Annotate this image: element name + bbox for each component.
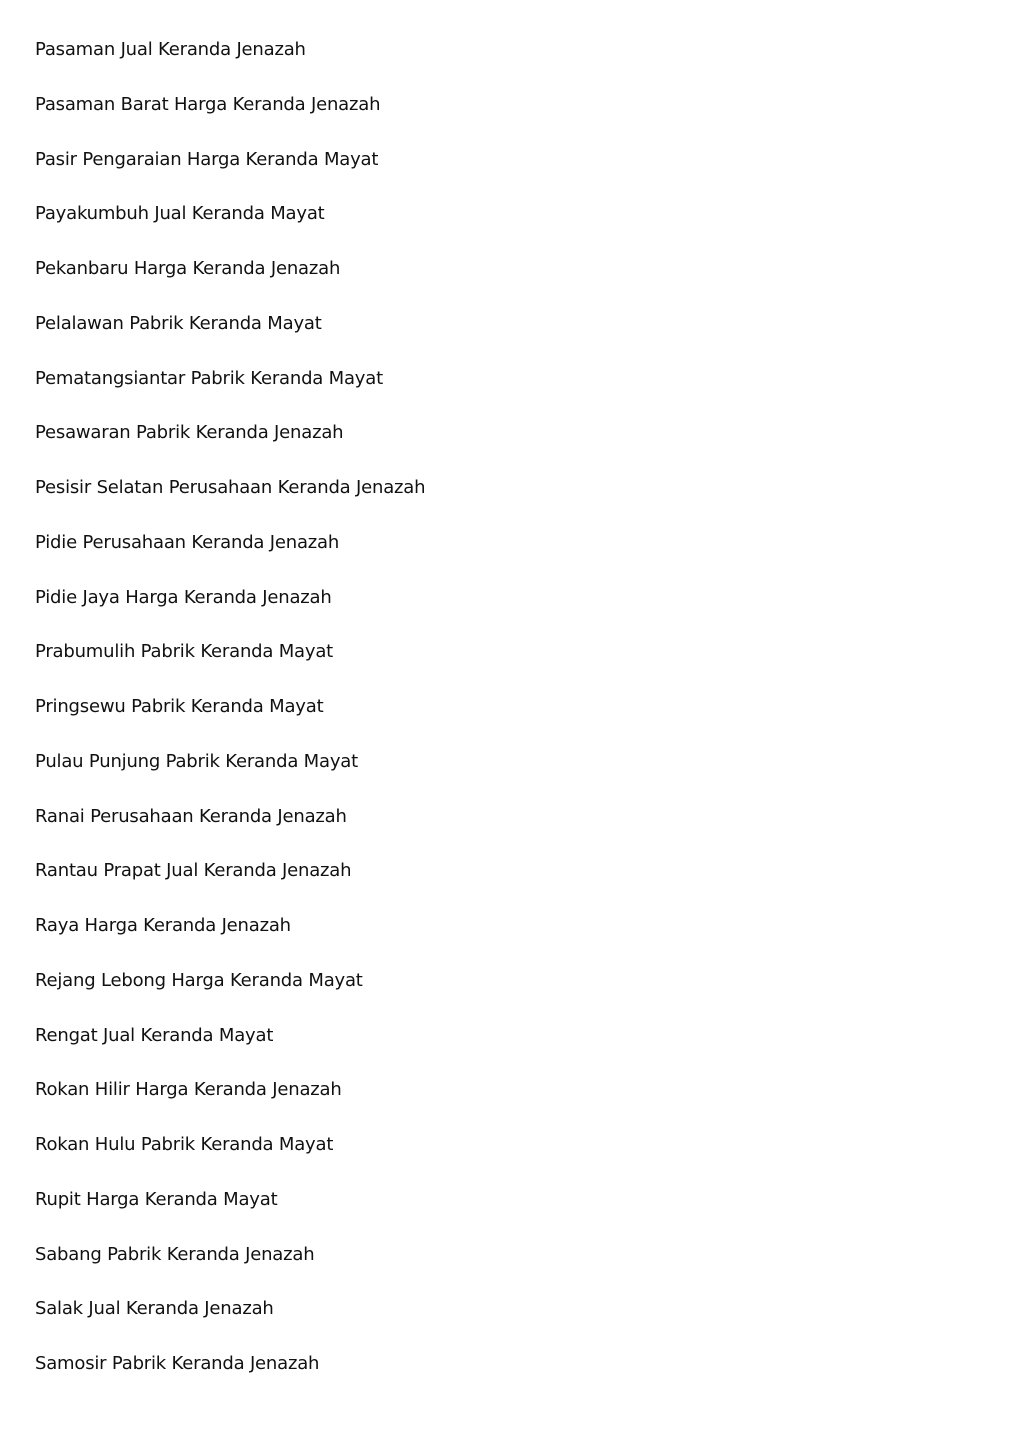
list-item: Pulau Punjung Pabrik Keranda Mayat bbox=[35, 750, 358, 772]
list-item: Prabumulih Pabrik Keranda Mayat bbox=[35, 641, 334, 663]
list-item: Pidie Perusahaan Keranda Jenazah bbox=[35, 531, 340, 553]
list-item: Pasir Pengaraian Harga Keranda Mayat bbox=[35, 148, 379, 170]
list-item: Rupit Harga Keranda Mayat bbox=[35, 1188, 278, 1210]
list-item: Rengat Jual Keranda Mayat bbox=[35, 1024, 274, 1046]
list-item: Pasaman Jual Keranda Jenazah bbox=[35, 39, 306, 60]
list-item: Pesawaran Pabrik Keranda Jenazah bbox=[35, 422, 344, 444]
list-item: Rantau Prapat Jual Keranda Jenazah bbox=[35, 860, 352, 882]
list-item: Rejang Lebong Harga Keranda Mayat bbox=[35, 969, 363, 991]
list-item: Pematangsiantar Pabrik Keranda Mayat bbox=[35, 367, 383, 389]
list-item: Salak Jual Keranda Jenazah bbox=[35, 1298, 274, 1320]
list-item: Rokan Hulu Pabrik Keranda Mayat bbox=[35, 1134, 334, 1155]
list-item: Pasaman Barat Harga Keranda Jenazah bbox=[35, 93, 381, 115]
list-item: Payakumbuh Jual Keranda Mayat bbox=[35, 203, 325, 225]
list-item: Pelalawan Pabrik Keranda Mayat bbox=[35, 312, 322, 334]
list-item: Pringsewu Pabrik Keranda Mayat bbox=[35, 696, 324, 717]
list-item: Ranai Perusahaan Keranda Jenazah bbox=[35, 805, 347, 827]
list-item: Pekanbaru Harga Keranda Jenazah bbox=[35, 258, 341, 279]
list-item: Sabang Pabrik Keranda Jenazah bbox=[35, 1243, 315, 1265]
list-item: Raya Harga Keranda Jenazah bbox=[35, 915, 291, 936]
list-item: Rokan Hilir Harga Keranda Jenazah bbox=[35, 1079, 342, 1101]
list-item: Pidie Jaya Harga Keranda Jenazah bbox=[35, 586, 332, 608]
list-item: Samosir Pabrik Keranda Jenazah bbox=[35, 1353, 320, 1374]
keyword-list bbox=[35, 36, 425, 1405]
list-item: Pesisir Selatan Perusahaan Keranda Jenazah bbox=[35, 477, 426, 498]
